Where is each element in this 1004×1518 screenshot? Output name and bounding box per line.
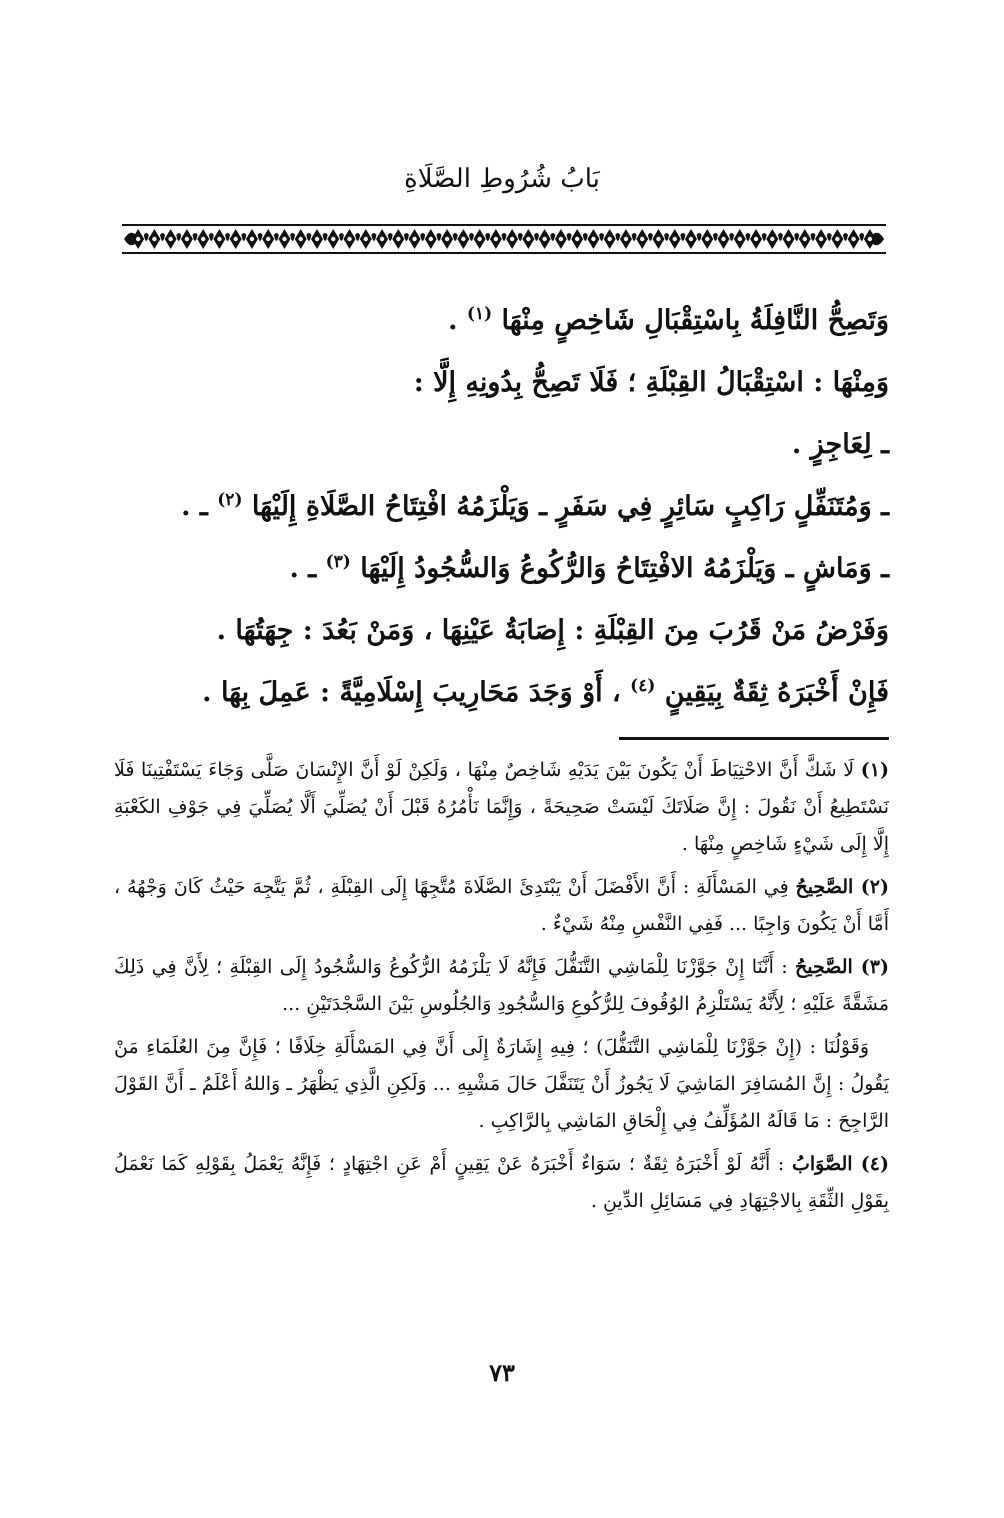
- footnote-number: (٣): [860, 956, 890, 978]
- ornament-motif: [278, 229, 295, 249]
- footnote-lead-word: الصَّوَابُ: [792, 1153, 861, 1175]
- footnote-paragraph: [114, 752, 889, 863]
- footnotes: [114, 752, 889, 1226]
- ornament-motif: [587, 229, 604, 249]
- ornament-motif: [409, 229, 426, 249]
- chapter-title: بَابُ شُرُوطِ الصَّلَاةِ: [404, 164, 600, 194]
- ornament-motif: [734, 229, 751, 249]
- ornament-motif: [246, 229, 263, 249]
- matn-line-tail: ، أَوْ وَجَدَ مَحَارِيبَ إِسْلَامِيَّةً : عَمِلَ بِهَا .: [202, 677, 631, 708]
- footnote-number: (٤): [860, 1153, 890, 1175]
- ornament-motif: [831, 229, 848, 249]
- ornament-motif: [197, 229, 214, 249]
- matn-line: [109, 414, 889, 476]
- ornament-motif: [506, 229, 523, 249]
- ornament-motif: [295, 229, 312, 249]
- footnote-paragraph: [114, 1029, 889, 1140]
- ornament-motif: [669, 229, 686, 249]
- footnote-reference: (١): [466, 304, 493, 324]
- ornament-motif: [604, 229, 621, 249]
- footnote-paragraph: [114, 949, 889, 1023]
- ornament-motif: [522, 229, 539, 249]
- ornament-motif: [766, 229, 783, 249]
- footnote-reference: (٤): [630, 676, 656, 696]
- main-text: [109, 290, 889, 724]
- ornament-motif: [327, 229, 344, 249]
- ornament-motif: [620, 229, 637, 249]
- matn-line-tail: .: [448, 305, 467, 336]
- footnote-text: : أَنَّهُ لَوْ أَخْبَرَهُ ثِقَةٌ ؛ سَوَاءٌ أَخْبَرَهُ عَنْ يَقِينٍ أَمْ عَنِ اجْتِهَادٍ ؛ فَإِنَّهُ يَعْمَلُ بِقَوْلِهِ كَمَا نَعْمَلُ بِقَوْلِ الثِّقَةِ بِالاجْتِهَادِ فِي مَسَائِلِ الدِّينِ .: [114, 1153, 889, 1212]
- footnote-reference: (٣): [325, 552, 351, 572]
- matn-line-text: ـ وَمُتَنَفِّلٍ رَاكِبٍ سَائِرٍ فِي سَفَرٍ ـ وَيَلْزَمُهُ افْتِتَاحُ الصَّلَاةِ إِلَيْهَا: [242, 491, 889, 522]
- ornament-motif: [750, 229, 767, 249]
- matn-line-text: وَمِنْهَا : اسْتِقْبَالُ القِبْلَةِ ؛ فَلَا تَصِحُّ بِدُونِهِ إِلَّا :: [413, 367, 889, 398]
- ornament-motif: [701, 229, 718, 249]
- matn-line-text: وَفَرْضُ مَنْ قَرُبَ مِنَ القِبْلَةِ : إِصَابَةُ عَيْنِهَا ، وَمَنْ بَعُدَ : جِهَتُهَا .: [216, 615, 889, 646]
- ornament-motif: [181, 229, 198, 249]
- footnote-paragraph: [114, 1146, 889, 1220]
- footnote-lead-word: الصَّحِيحُ: [795, 956, 861, 978]
- ornament-motif: [132, 229, 149, 249]
- footnote-text: فِي المَسْأَلَةِ : أَنَّ الأَفْضَلَ أَنْ يَبْتَدِئَ الصَّلَاةَ مُتَّجِهًا إِلَى القِبْلَةِ ، ثُمَّ يَتَّجِهَ حَيْثُ كَانَ وَجْهُهُ ، أَمَّا أَنْ يَكُونَ وَاجِبًا ... فَفِي النَّفْسِ مِنْهُ شَيْءٌ .: [114, 876, 889, 935]
- ornament-motif: [685, 229, 702, 249]
- page-number: ٧٣: [489, 1358, 515, 1387]
- ornament-motif: [311, 229, 328, 249]
- ornament-motif: [360, 229, 377, 249]
- footnote-text: لَا شَكَّ أَنَّ الاحْتِيَاطَ أَنْ يَكُونَ بَيْنَ يَدَيْهِ شَاخِصٌ مِنْهَا ، وَلَكِنْ لَوْ أَنَّ الإِنْسَانَ صَلَّى وَجَاءَ يَسْتَفْتِينَا فَلَا نَسْتَطِيعُ أَنْ نَقُولَ : إِنَّ صَلَاتَكَ لَيْسَتْ صَحِيحَةً ، وَإِنَّمَا نَأْمُرُهُ قَبْلَ أَنْ يُصَلِّيَ أَلَّا يُصَلِّيَ فِي جَوْفِ الكَعْبَةِ إِلَّا إِلَى شَيْءٍ شَاخِصٍ مِنْهَا .: [114, 759, 889, 855]
- footnote-reference: (٢): [217, 490, 243, 510]
- footnote-paragraph: [114, 869, 889, 943]
- footnote-text: وَقَوْلُنَا : (إِنْ جَوَّزْنَا لِلْمَاشِي التَّنَفُّلَ) ؛ فِيهِ إِشَارَةٌ إِلَى أَنَّ فِي المَسْأَلَةِ خِلَافًا ؛ فَإِنَّ مِنَ العُلَمَاءِ مَنْ يَقُولُ : إِنَّ المُسَافِرَ المَاشِيَ لَا يَجُوزُ أَنْ يَتَنَفَّلَ حَالَ مَشْيِهِ ... وَلَكِنِ الَّذِي يَظْهَرُ ـ وَاللهُ أَعْلَمُ ـ أَنَّ القَوْلَ الرَّاجِحَ : مَا قَالَهُ المُؤَلِّفُ فِي إِلْحَاقِ المَاشِي بِالرَّاكِبِ .: [114, 1036, 889, 1132]
- ornament-motif: [490, 229, 507, 249]
- ornament-motif: [213, 229, 230, 249]
- footnote-number: (٢): [860, 876, 889, 898]
- matn-line-tail: ـ .: [181, 491, 218, 522]
- ornament-motif: [848, 229, 865, 249]
- ornament-motif: [376, 229, 393, 249]
- matn-line-text: ـ لِعَاجِزٍ .: [791, 429, 889, 460]
- matn-line-text: فَإِنْ أَخْبَرَهُ ثِقَةٌ بِيَقِينٍ: [655, 677, 889, 708]
- ornament-motif: [165, 229, 182, 249]
- footnote-text: : أَنَّنَا إِنْ جَوَّزْنَا لِلْمَاشِي التَّنَفُّلَ فَإِنَّهُ لَا يَلْزَمُهُ الرُّكُوعُ وَالسُّجُودُ إِلَى القِبْلَةِ ؛ لِأَنَّ فِي ذَلِكَ مَشَقَّةً عَلَيْهِ ؛ لِأَنَّهُ يَسْتَلْزِمُ الوُقُوفَ لِلرُّكُوعِ وَالسُّجُودِ وَالجُلُوسِ بَيْنَ السَّجْدَتَيْنِ ...: [114, 956, 889, 1015]
- footnote-number: (١): [860, 759, 889, 781]
- ornament-motif: [425, 229, 442, 249]
- matn-line-tail: ـ .: [289, 553, 326, 584]
- ornament-motif: [474, 229, 491, 249]
- matn-line: [109, 662, 889, 724]
- ornament-motif: [815, 229, 832, 249]
- ornament-motif: [799, 229, 816, 249]
- matn-line: [109, 538, 889, 600]
- ornament-motif: [457, 229, 474, 249]
- ornament-motif: [230, 229, 247, 249]
- ornament-motif: [783, 229, 800, 249]
- footnote-divider: [619, 737, 889, 740]
- matn-line-text: وَتَصِحُّ النَّافِلَةُ بِاسْتِقْبَالِ شَاخِصٍ مِنْهَا: [492, 305, 889, 336]
- ornament-motif: [555, 229, 572, 249]
- matn-line: [109, 352, 889, 414]
- matn-line: [109, 600, 889, 662]
- ornament-motif: [652, 229, 669, 249]
- footnote-lead-word: الصَّحِيحُ: [795, 876, 861, 898]
- ornament-motif: [636, 229, 653, 249]
- ornament-motif: [262, 229, 279, 249]
- ornament-border: [118, 222, 890, 256]
- ornament-motif: [441, 229, 458, 249]
- ornament-motif: [344, 229, 361, 249]
- ornament-motif: [718, 229, 735, 249]
- ornament-motif: [392, 229, 409, 249]
- matn-line: [109, 290, 889, 352]
- matn-line-text: ـ وَمَاشٍ ـ وَيَلْزَمُهُ الافْتِتَاحُ وَالرُّكُوعُ وَالسُّجُودُ إِلَيْهَا: [350, 553, 889, 584]
- ornament-motif: [539, 229, 556, 249]
- matn-line: [109, 476, 889, 538]
- ornament-motif: [571, 229, 588, 249]
- ornament-motif: [148, 229, 165, 249]
